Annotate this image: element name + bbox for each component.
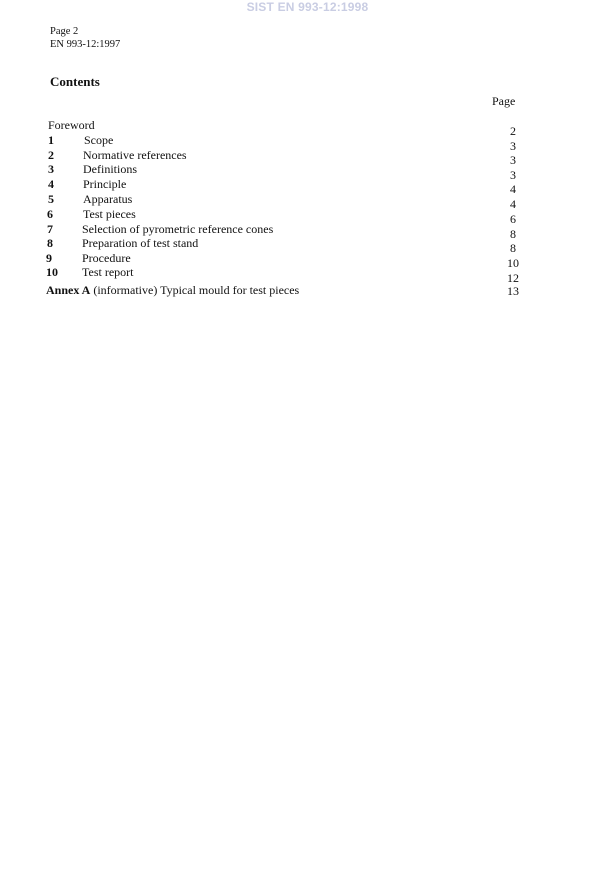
toc-entry-title: Selection of pyrometric reference cones <box>82 222 274 236</box>
toc-entry[interactable] <box>0 222 615 241</box>
toc-entry-page: 4 <box>510 197 516 211</box>
toc-entry-title: Test report <box>82 265 134 279</box>
toc-entry-number: 9 <box>46 251 52 265</box>
toc-entry-foreword[interactable] <box>0 118 615 138</box>
toc-entry-page: 13 <box>507 284 519 298</box>
toc-entry-page: 12 <box>507 271 519 285</box>
toc-entry-title: Apparatus <box>83 192 133 206</box>
toc-entry-page: 8 <box>510 227 516 241</box>
toc-entry-number: 3 <box>48 162 54 176</box>
toc-entry-number: 8 <box>47 236 53 250</box>
toc-entry-number: 4 <box>48 177 54 191</box>
page-number-label: Page 2 <box>50 26 79 37</box>
toc-entry-number: 2 <box>48 148 54 162</box>
toc-entry-page: 6 <box>510 212 516 226</box>
toc-entry-page: 10 <box>507 256 519 270</box>
toc-entry[interactable] <box>0 265 615 285</box>
toc-entry-title: Normative references <box>83 148 187 162</box>
toc-entry[interactable] <box>0 162 615 182</box>
toc-entry[interactable] <box>0 192 615 211</box>
toc-entry-page: 8 <box>510 241 516 255</box>
toc-entry-title: Principle <box>83 177 127 191</box>
toc-entry-title: Procedure <box>82 251 131 265</box>
toc-entry-title: Foreword <box>48 118 95 132</box>
toc-entry-annex-a[interactable] <box>0 283 615 297</box>
toc-entry-number: 5 <box>48 192 54 206</box>
watermark: SIST EN 993-12:1998 <box>246 0 369 14</box>
toc-entry-title: Preparation of test stand <box>82 236 199 250</box>
toc-entry-page: 3 <box>510 153 516 167</box>
toc-entry-page: 3 <box>510 168 516 182</box>
toc-entry[interactable] <box>0 251 615 270</box>
toc-entry[interactable] <box>0 207 615 226</box>
toc-entry[interactable] <box>0 148 615 167</box>
toc-annex-title: (informative) Typical mould for test pieces <box>93 283 300 297</box>
toc-entry-number: 6 <box>47 207 53 221</box>
document-id: EN 993-12:1997 <box>50 39 121 50</box>
toc-entry-page: 3 <box>510 139 516 153</box>
page-column-header: Page <box>492 94 516 108</box>
toc-entry[interactable] <box>0 177 615 196</box>
toc-entry-title: Definitions <box>83 162 137 176</box>
toc-entry-page: 4 <box>510 182 516 196</box>
toc-entry-title: Scope <box>84 133 114 147</box>
toc-entry-number: 1 <box>48 133 54 147</box>
contents-heading: Contents <box>50 74 100 89</box>
toc-annex-label: Annex A <box>46 283 91 297</box>
toc-entry-page: 2 <box>510 124 516 138</box>
toc-entry-title: Test pieces <box>83 207 136 221</box>
toc-entry-number: 7 <box>47 222 53 236</box>
toc-entry-number: 10 <box>46 265 58 279</box>
toc-entry[interactable] <box>0 133 615 153</box>
toc-annex-line <box>46 283 299 297</box>
toc-entry[interactable] <box>0 236 615 255</box>
